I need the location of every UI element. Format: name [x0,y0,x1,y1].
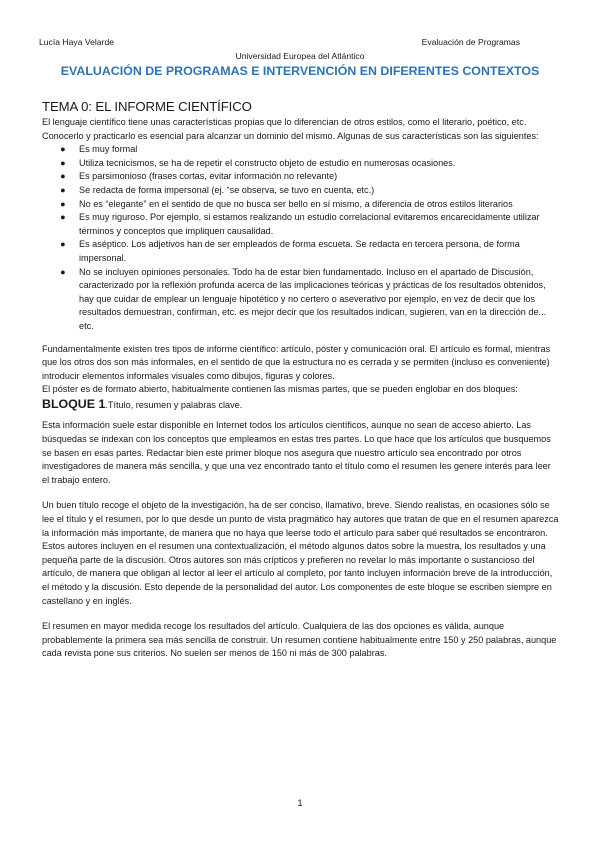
list-item [42,170,560,184]
list-item [42,238,560,265]
list-item [42,157,560,171]
document-title: EVALUACIÓN DE PROGRAMAS E INTERVENCIÓN EN DIFERENTES CONTEXTOS [60,64,540,78]
list-item [42,184,560,198]
bullet-icon: ● [60,184,66,195]
block-heading [42,397,560,413]
list-item-text: Es muy riguroso. Por ejemplo, si estamos realizando un estudio correlacional evitaremos encarecidamente utilizar términos y conceptos que impliquen causalidad. [79,212,540,236]
block-label: BLOQUE 1 [42,396,106,411]
page-number: 1 [297,798,303,809]
block-description: .Título, resumen y palabras clave. [105,399,243,410]
list-item [42,211,560,238]
bullet-icon: ● [60,239,66,250]
list-item-text: Es aséptico. Los adjetivos han de ser empleados de forma escueta. Se redacta en tercera persona, de forma impersonal. [79,239,520,263]
characteristics-list [42,143,560,333]
bullet-icon: ● [60,171,66,182]
header-course: Evaluación de Programas [421,37,520,47]
intro-paragraph: El lenguaje científico tiene unas características propias que lo diferencian de otros estilos, como el literario, poético, etc. Conocerlo y practicarlo es esencial para alcanzar un dominio del mismo. Algunas de sus características son las siguientes: [42,117,539,141]
search-paragraph: Esta información suele estar disponible en Internet todos los artículos científicos, aunque no sean de acceso abierto. Las búsquedas se indexan con los conceptos que empleamos en estas tres partes. Lo que hace que los artículos que busquemos se basen en esas partes. Redactar bien este primer bloque nos asegura que nuestro artículo sea encontrado por otros investigadores de manera más sencilla, y que una vez encontrado tanto el título como el resumen les genere interés para leer el trabajo entero. [42,420,551,485]
list-item [42,198,560,212]
bullet-icon: ● [60,266,66,277]
header-author: Lucía Haya Velarde [39,37,115,47]
summary-paragraph: El resumen en mayor medida recoge los resultados del artículo. Cualquiera de las dos opciones es válida, aunque probablemente la primera sea más sencilla de construir. Un resumen contiene habitualmente entre 150 y 250 palabras, aunque cada revista pone sus criterios. No suelen ser menos de 150 ni más de 300 palabras. [42,621,557,659]
header-university: Universidad Europea del Atlántico [235,51,365,61]
list-item-text: Se redacta de forma impersonal (ej. “se observa, se tuvo en cuenta, etc.) [79,184,375,195]
bullet-icon: ● [60,157,66,168]
list-item-text: Utiliza tecnicismos, se ha de repetir el constructo objeto de estudio en numerosas ocasiones. [79,157,456,168]
title-paragraph: Un buen título recoge el objeto de la investigación, ha de ser conciso, llamativo, breve. Siendo realistas, en ocasiones sólo se lee el título y el resumen, por lo que desde un punto de vista pragmático hay autores que tratan de que en el resumen aparezca la información más importante, de manera que no haya que leerse todo el artículo para saber qué resultados se encontraron. Estos autores incluyen en el resumen una contextualización, el método algunos datos sobre la muestra, los resultados y una pequeña parte de la discusión. Otros autores son más crípticos y prefieren no revelar lo más importante o sustancioso del artículo, de manera que obligan al lector al leer el artículo al completo, por tanto incluyen información breve de la introducción, el método y la discusión. Esto depende de la personalidad del autor. Los componentes de este bloque se escriben siempre en castellano y en inglés. [42,500,559,606]
list-item [42,143,560,157]
poster-paragraph: El póster es de formato abierto, habitualmente contienen las mismas partes, que se pueden englobar en dos bloques: [42,384,518,395]
section-heading: TEMA 0: EL INFORME CIENTÍFICO [42,99,252,114]
bullet-icon: ● [60,144,66,155]
list-item [42,266,560,334]
list-item-text: Es muy formal [79,144,138,155]
bullet-icon: ● [60,198,66,209]
list-item-text: No se incluyen opiniones personales. Todo ha de estar bien fundamentado. Incluso en el apartado de Discusión, caracterizado por la reflexión profunda acerca de las implicaciones teóricas y prácticas de los resultados obtenidos, hay que cuidar de emplear un lenguaje hipotético y no certero o aseverativo por ejemplo, en vez de decir que los resultados demuestran, confirman, etc. es mejor decir que los resultados indican, sugieren, van en la dirección de... etc. [79,266,547,331]
list-item-text: Es parsimonioso (frases cortas, evitar información no relevante) [79,171,338,182]
report-types-paragraph: Fundamentalmente existen tres tipos de informe científico: artículo, póster y comunicación oral. El artículo es formal, mientras que los otros dos son más informales, en el sentido de que la estructura no es cerrada y se permiten (incluso es conveniente) introducir elementos informales visuales como dibujos, figuras y colores. [42,343,551,381]
bullet-icon: ● [60,212,66,223]
list-item-text: No es “elegante” en el sentido de que no busca ser bello en sí mismo, a diferencia de otros estilos literarios [79,198,513,209]
document-body [42,116,560,661]
